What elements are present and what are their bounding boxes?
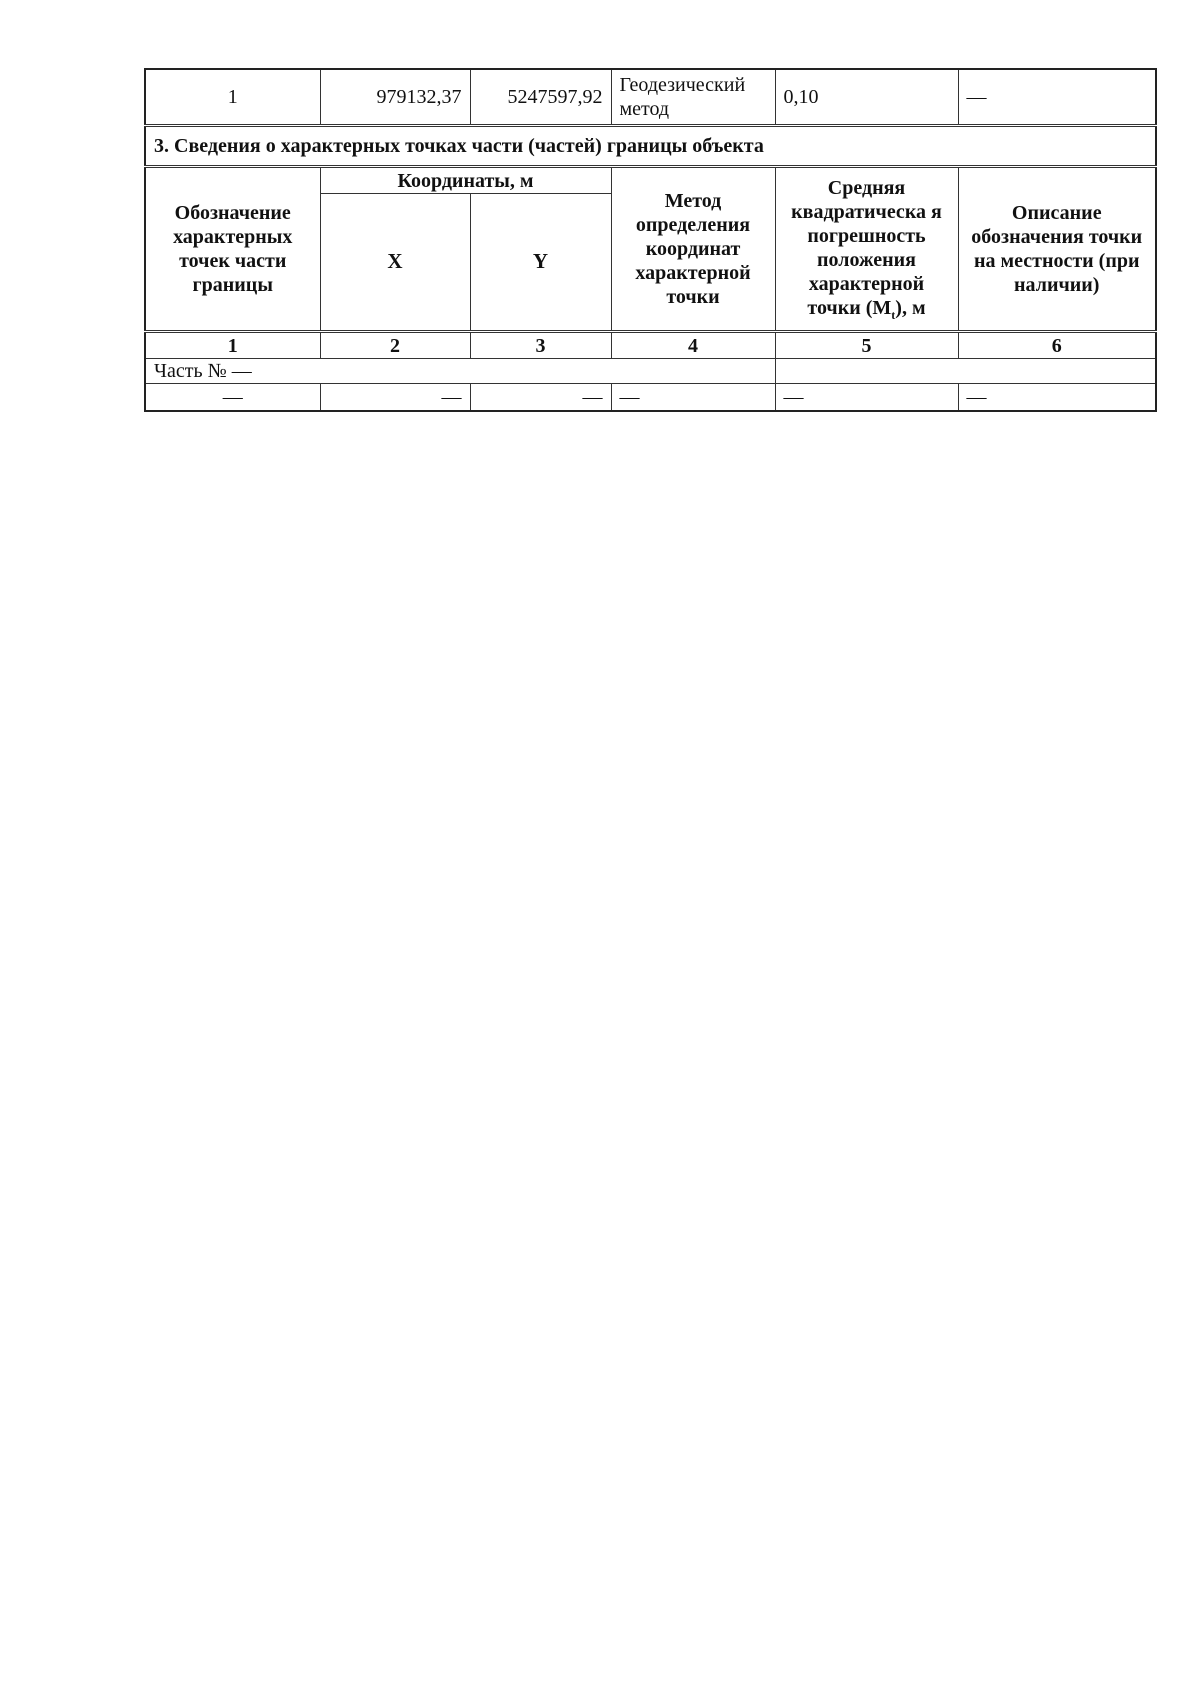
header-coordinates: Координаты, м xyxy=(320,167,611,194)
part-empty-cell xyxy=(775,359,1156,384)
header-y: Y xyxy=(470,194,611,332)
description-cell: — xyxy=(958,69,1156,126)
accuracy-cell: 0,10 xyxy=(775,69,958,126)
header-description: Описание обозначения точки на местности (при наличии) xyxy=(958,167,1156,332)
header-point-designation: Обозначение характерных точек части границы xyxy=(145,167,320,332)
header-method: Метод определения координат характерной точки xyxy=(611,167,775,332)
column-number: 1 xyxy=(145,332,320,359)
section-title-row xyxy=(145,126,1156,167)
header-accuracy-main: Средняя квадратическа я погрешность положения характерной точки (M xyxy=(791,176,942,319)
point-number-cell: 1 xyxy=(145,69,320,126)
column-number: 2 xyxy=(320,332,470,359)
part-row xyxy=(145,359,1156,384)
header-accuracy-subscript: t xyxy=(891,307,896,322)
empty-cell: — xyxy=(320,384,470,412)
column-number: 5 xyxy=(775,332,958,359)
empty-cell: — xyxy=(775,384,958,412)
empty-cell: — xyxy=(611,384,775,412)
column-numbers-row xyxy=(145,332,1156,359)
empty-cell: — xyxy=(470,384,611,412)
part-label: Часть № — xyxy=(145,359,775,384)
table-row xyxy=(145,69,1156,126)
header-row xyxy=(145,167,1156,194)
section-title: 3. Сведения о характерных точках части (частей) границы объекта xyxy=(145,126,1156,167)
column-number: 4 xyxy=(611,332,775,359)
column-number: 6 xyxy=(958,332,1156,359)
x-coordinate-cell: 979132,37 xyxy=(320,69,470,126)
header-accuracy-tail: ), м xyxy=(895,296,926,319)
header-x: X xyxy=(320,194,470,332)
empty-cell: — xyxy=(145,384,320,412)
method-cell: Геодезический метод xyxy=(611,69,775,126)
table-row xyxy=(145,384,1156,412)
header-accuracy xyxy=(775,167,958,332)
boundary-points-table xyxy=(144,68,1157,412)
column-number: 3 xyxy=(470,332,611,359)
y-coordinate-cell: 5247597,92 xyxy=(470,69,611,126)
empty-cell: — xyxy=(958,384,1156,412)
